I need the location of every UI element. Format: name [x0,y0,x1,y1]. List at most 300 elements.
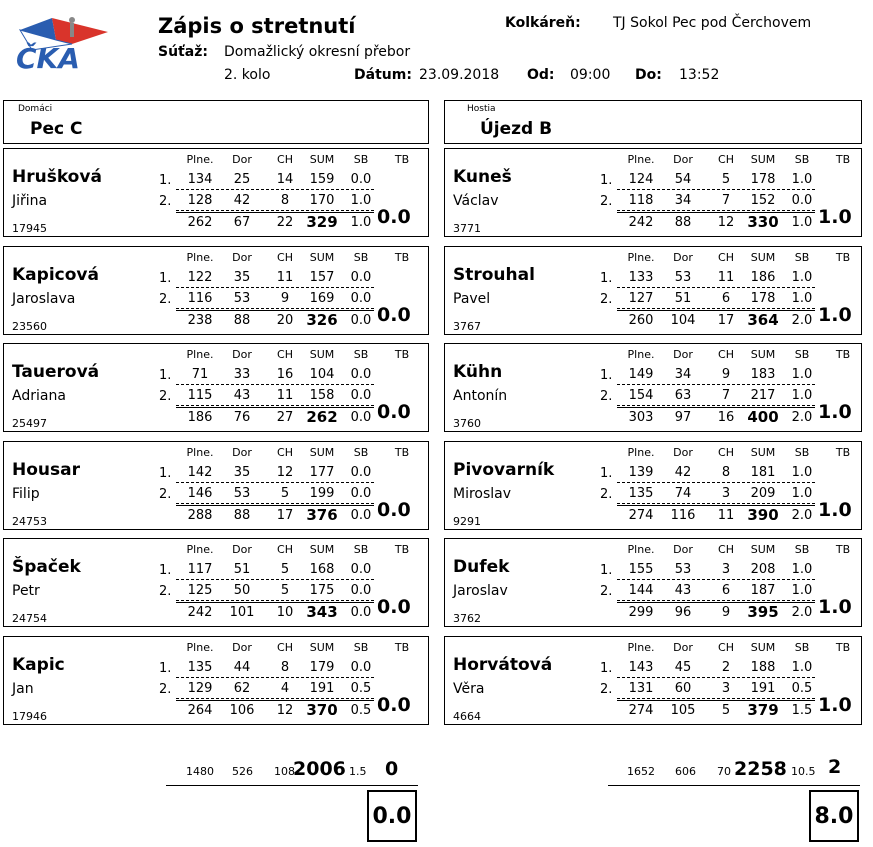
round2-value: 115 [187,388,213,403]
round2-value: 34 [674,193,692,208]
round-number: 1. [600,173,613,188]
column-header: CH [277,640,293,654]
round1-value: 135 [187,659,213,675]
round-number: 2. [600,584,613,599]
round2-value: 9 [280,290,290,306]
round1-value: 53 [674,562,692,577]
total-value: 343 [306,603,338,621]
round2-value: 0.0 [350,290,372,306]
round2-value: 0.0 [791,193,813,208]
dashed-divider [617,384,815,385]
dashed-divider [617,503,815,504]
total-value: 101 [229,605,255,620]
total-divider [176,505,374,506]
total-divider [176,700,374,701]
round2-value: 63 [674,388,692,403]
total-value: 105 [670,702,696,718]
home-label: Domáci [18,104,53,114]
round-number: 2. [600,291,613,307]
total-value: 88 [233,507,251,523]
column-header: SB [353,250,369,264]
round1-value: 0.0 [350,367,372,382]
round2-value: 3 [721,485,731,501]
column-header: SUM [309,445,335,459]
round2-value: 128 [187,193,213,208]
total-value: 9 [721,605,731,620]
round1-value: 0.0 [350,172,372,187]
round1-value: 188 [750,659,776,675]
total-value: 88 [233,312,251,328]
column-header: Dor [673,153,693,166]
away-total-line [608,785,860,786]
round1-value: 0.0 [350,464,372,480]
player-tb: 0.0 [377,303,411,326]
total-value: 0.0 [350,410,372,425]
dashed-divider [617,287,815,288]
column-header: Plne. [186,250,214,264]
column-header: Plne. [627,153,655,166]
round-number: 1. [159,563,172,578]
round1-value: 159 [309,172,335,187]
round2-value: 0.0 [350,388,372,403]
column-header: Dor [673,348,693,361]
away-label: Hostia [467,104,496,114]
svg-text:ČKA: ČKA [16,42,80,75]
column-header: CH [718,543,734,556]
column-header: Dor [673,543,693,556]
column-header: TB [394,640,410,654]
round2-value: 53 [233,290,251,306]
round-number: 2. [159,486,172,502]
total-value: 370 [306,700,338,719]
column-header: Plne. [186,153,214,166]
round1-value: 34 [674,367,692,382]
away-player-card [444,343,862,432]
column-header: SB [794,348,810,361]
column-header: SB [794,543,810,556]
column-header: CH [718,250,734,264]
column-header: Dor [232,250,252,264]
round1-value: 186 [750,269,776,285]
total-value: 264 [187,702,213,718]
total-value: 16 [717,410,735,425]
total-divider [176,310,374,311]
round2-value: 1.0 [791,290,813,306]
round2-value: 0.5 [350,680,372,696]
round2-value: 178 [750,290,776,306]
round2-value: 187 [750,583,776,598]
round2-value: 0.5 [791,680,813,696]
player-id: 17946 [12,709,47,723]
round1-value: 155 [628,562,654,577]
from-time: 09:00 [570,67,611,83]
dashed-divider [617,482,815,483]
competition-label: Súťaž: [158,44,208,60]
total-divider [617,602,815,603]
round2-value: 125 [187,583,213,598]
player-firstname: Filip [12,485,40,502]
round2-value: 191 [750,680,776,696]
round1-value: 1.0 [791,659,813,675]
home-player-card [3,148,429,237]
player-firstname: Jaroslava [12,290,76,307]
column-header: Plne. [627,543,655,556]
column-header: TB [394,348,410,361]
total-divider [617,700,815,701]
total-value: 0.0 [350,605,372,620]
round: 2. kolo [224,67,271,83]
column-header: Plne. [627,640,655,654]
home-total-ch: 108 [274,765,295,778]
column-header: SUM [309,153,335,166]
column-header: CH [277,250,293,264]
column-header: SB [794,153,810,166]
player-surname: Špaček [12,557,81,577]
total-divider [176,407,374,408]
away-total-tb: 2 [828,756,842,778]
round2-value: 50 [233,583,251,598]
player-surname: Dufek [453,557,510,577]
round2-value: 62 [233,680,251,696]
total-value: 262 [187,215,213,230]
venue-label: Kolkáreň: [505,15,581,31]
total-value: 390 [747,505,779,524]
column-header: Plne. [186,445,214,459]
round-number: 1. [600,660,613,676]
round2-value: 144 [628,583,654,598]
column-header: SUM [750,153,776,166]
player-tb: 0.0 [377,401,411,423]
round2-value: 6 [721,583,731,598]
round1-value: 157 [309,269,335,285]
round1-value: 16 [276,367,294,382]
round1-value: 2 [721,659,731,675]
round-number: 2. [600,486,613,502]
round1-value: 42 [674,464,692,480]
round-number: 1. [600,563,613,578]
column-header: TB [835,445,851,459]
total-divider [617,505,815,506]
dashed-divider [617,189,815,190]
round2-value: 158 [309,388,335,403]
column-header: TB [835,543,851,556]
round-number: 1. [159,270,172,286]
round1-value: 1.0 [791,562,813,577]
total-divider [617,310,815,311]
player-tb: 1.0 [818,303,852,326]
round2-value: 53 [233,485,251,501]
total-value: 329 [306,213,338,231]
home-player-card [3,441,429,530]
round1-value: 179 [309,659,335,675]
total-divider [617,212,815,213]
player-firstname: Jaroslav [453,583,508,599]
round1-value: 11 [276,269,294,285]
page-title: Zápis o stretnutí [158,14,356,38]
player-firstname: Miroslav [453,485,512,502]
total-value: 400 [747,408,779,426]
column-header: TB [394,445,410,459]
column-header: Dor [232,445,252,459]
round-number: 1. [600,465,613,481]
player-tb: 1.0 [818,693,852,716]
player-tb: 0.0 [377,596,411,618]
total-value: 106 [229,702,255,718]
round-number: 1. [600,270,613,286]
round-number: 1. [159,660,172,676]
player-id: 17945 [12,222,47,235]
to-time: 13:52 [679,67,720,83]
round2-value: 43 [674,583,692,598]
round1-value: 1.0 [791,464,813,480]
home-player-card [3,343,429,432]
player-id: 23560 [12,319,47,333]
round2-value: 169 [309,290,335,306]
to-label: Do: [635,67,662,83]
round-number: 1. [159,465,172,481]
round1-value: 35 [233,269,251,285]
total-value: 274 [628,702,654,718]
column-header: CH [277,543,293,556]
column-header: SUM [750,543,776,556]
total-value: 299 [628,605,654,620]
round1-value: 1.0 [791,367,813,382]
player-id: 24754 [12,612,47,625]
dashed-divider [176,189,374,190]
total-value: 17 [276,507,294,523]
total-value: 11 [717,507,735,523]
player-tb: 0.0 [377,206,411,228]
total-value: 395 [747,603,779,621]
total-value: 67 [233,215,251,230]
column-header: CH [718,445,734,459]
dashed-divider [176,287,374,288]
away-total-sb: 10.5 [791,765,816,778]
column-header: SB [353,543,369,556]
round2-value: 146 [187,485,213,501]
column-header: SB [353,153,369,166]
player-firstname: Antonín [453,388,508,404]
round-number: 2. [159,194,172,209]
round1-value: 51 [233,562,251,577]
dashed-divider [176,677,374,678]
total-value: 238 [187,312,213,328]
player-surname: Tauerová [12,362,100,382]
round1-value: 71 [191,367,209,382]
away-player-card [444,246,862,335]
player-firstname: Václav [453,193,499,209]
round2-value: 127 [628,290,654,306]
column-header: SB [794,640,810,654]
round1-value: 133 [628,269,654,285]
round2-value: 209 [750,485,776,501]
date: 23.09.2018 [419,67,500,83]
round1-value: 11 [717,269,735,285]
home-total-sb: 1.5 [349,765,367,778]
round2-value: 175 [309,583,335,598]
column-header: SB [353,640,369,654]
round2-value: 0.0 [350,583,372,598]
round2-value: 199 [309,485,335,501]
round2-value: 6 [721,290,731,306]
away-team-name: Újezd B [480,119,553,139]
round-number: 2. [159,291,172,307]
column-header: CH [277,445,293,459]
column-header: CH [718,153,734,166]
round2-value: 42 [233,193,251,208]
round1-value: 8 [280,659,290,675]
column-header: Dor [232,543,252,556]
round-number: 2. [600,389,613,404]
away-player-card [444,441,862,530]
player-tb: 1.0 [818,206,852,228]
round2-value: 129 [187,680,213,696]
total-value: 22 [276,215,294,230]
round2-value: 152 [750,193,776,208]
total-value: 20 [276,312,294,328]
round2-value: 170 [309,193,335,208]
round1-value: 168 [309,562,335,577]
round2-value: 1.0 [791,388,813,403]
total-divider [617,407,815,408]
dashed-divider [176,503,374,504]
player-tb: 1.0 [818,401,852,423]
total-value: 17 [717,312,735,328]
round1-value: 122 [187,269,213,285]
player-id: 9291 [453,514,481,528]
round1-value: 12 [276,464,294,480]
round2-value: 1.0 [350,193,372,208]
player-firstname: Věra [453,680,485,697]
round2-value: 8 [280,193,290,208]
round1-value: 0.0 [350,562,372,577]
player-id: 3767 [453,319,481,333]
total-value: 76 [233,410,251,425]
round2-value: 191 [309,680,335,696]
home-player-card [3,246,429,335]
column-header: SUM [750,445,776,459]
total-value: 242 [187,605,213,620]
round2-value: 11 [276,388,294,403]
total-value: 262 [306,408,338,426]
away-player-card [444,148,862,237]
total-value: 12 [276,702,294,718]
total-value: 116 [670,507,696,523]
away-player-card [444,538,862,627]
player-firstname: Jiřina [12,193,48,209]
player-firstname: Petr [12,583,40,599]
total-value: 0.5 [350,702,372,718]
round1-value: 53 [674,269,692,285]
round1-value: 25 [233,172,251,187]
player-tb: 0.0 [377,693,411,716]
player-id: 3762 [453,612,481,625]
cka-logo [12,10,112,76]
column-header: Plne. [627,348,655,361]
round2-value: 43 [233,388,251,403]
player-firstname: Adriana [12,388,66,404]
player-tb: 0.0 [377,498,411,521]
total-value: 1.0 [350,215,372,230]
column-header: SB [794,445,810,459]
home-player-card [3,636,429,725]
player-surname: Pivovarník [453,459,555,480]
round1-value: 45 [674,659,692,675]
dashed-divider [176,698,374,699]
round-number: 1. [159,368,172,383]
competition-name: Domažlický okresní přebor [224,44,411,60]
round1-value: 5 [280,562,290,577]
away-total-ch: 70 [717,765,731,778]
home-team-name: Pec C [30,119,83,139]
column-header: Plne. [627,250,655,264]
away-total-plne: 1652 [627,765,655,778]
home-total-tb: 0 [385,758,399,780]
column-header: Plne. [186,348,214,361]
total-value: 97 [674,410,692,425]
column-header: CH [718,348,734,361]
round2-value: 7 [721,193,731,208]
dashed-divider [617,405,815,406]
round2-value: 5 [280,485,290,501]
venue: TJ Sokol Pec pod Čerchovem [613,15,812,31]
round2-value: 74 [674,485,692,501]
home-total-sum: 2006 [293,758,346,780]
dashed-divider [617,677,815,678]
column-header: SB [353,445,369,459]
column-header: Dor [673,445,693,459]
total-value: 96 [674,605,692,620]
round1-value: 0.0 [350,659,372,675]
column-header: Dor [673,250,693,264]
round2-value: 131 [628,680,654,696]
total-value: 326 [306,310,338,329]
total-value: 0.0 [350,312,372,328]
column-header: TB [835,348,851,361]
round-number: 2. [159,681,172,697]
column-header: TB [394,543,410,556]
player-surname: Horvátová [453,654,553,675]
round2-value: 3 [721,680,731,696]
column-header: CH [277,348,293,361]
total-value: 104 [670,312,696,328]
column-header: TB [835,153,851,166]
round1-value: 9 [721,367,731,382]
total-value: 330 [747,213,779,231]
dashed-divider [617,210,815,211]
total-value: 364 [747,310,779,329]
round2-value: 60 [674,680,692,696]
round1-value: 3 [721,562,731,577]
round1-value: 142 [187,464,213,480]
column-header: SB [353,348,369,361]
round2-value: 116 [187,290,213,306]
round1-value: 33 [233,367,251,382]
total-value: 260 [628,312,654,328]
player-firstname: Pavel [453,290,491,307]
player-firstname: Jan [12,680,34,697]
total-value: 379 [747,700,779,719]
round1-value: 181 [750,464,776,480]
home-final-score: 0.0 [367,790,417,842]
total-value: 27 [276,410,294,425]
player-tb: 1.0 [818,596,852,618]
dashed-divider [617,600,815,601]
round2-value: 4 [280,680,290,696]
from-label: Od: [527,67,555,83]
total-value: 2.0 [791,507,813,523]
dashed-divider [617,579,815,580]
